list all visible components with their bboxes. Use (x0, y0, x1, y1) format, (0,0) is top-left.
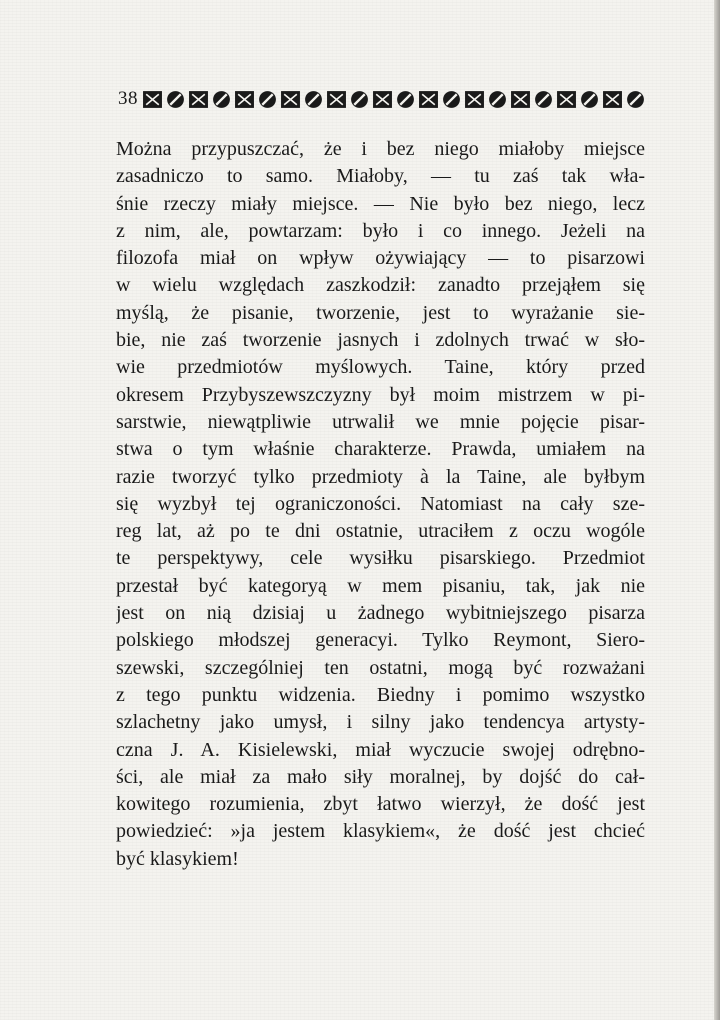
page-edge-shadow (714, 0, 720, 1020)
ornament-block-icon (234, 89, 255, 110)
text-line: ści, ale miał za mało siły moralnej, by dojść do cał- (116, 765, 645, 788)
text-line: być klasykiem! (116, 847, 239, 870)
ornament-block-icon (280, 89, 301, 110)
body-text (116, 136, 645, 873)
ornament-slash-icon (395, 89, 416, 110)
text-line: z nim, ale, powtarzam: było i co innego. Jeżeli na (116, 219, 645, 242)
text-line: sarstwie, niewątpliwie utrwalił we mnie pojęcie pisar- (116, 410, 645, 433)
ornament-block-icon (602, 89, 623, 110)
ornament-block-icon (372, 89, 393, 110)
ornament-slash-icon (303, 89, 324, 110)
ornament-slash-icon (533, 89, 554, 110)
text-line: śnie rzeczy miały miejsce. — Nie było bez niego, lecz (116, 192, 645, 215)
ornament-block-icon (418, 89, 439, 110)
text-line: okresem Przybyszewszczyzny był moim mistrzem w pi- (116, 383, 645, 406)
text-line: polskiego młodszej generacyi. Tylko Reymont, Siero- (116, 629, 645, 652)
page-number: 38 (118, 88, 138, 109)
ornament-slash-icon (625, 89, 646, 110)
text-line: reg lat, aż po te dni ostatnie, utraciłem z oczu wogóle (116, 520, 645, 543)
text-line: powiedzieć: »ja jestem klasykiem«, że dość jest chcieć (116, 820, 645, 843)
text-line: stwa o tym właśnie charakterze. Prawda, umiałem na (116, 438, 645, 461)
ornament-block-icon (142, 89, 163, 110)
ornament-slash-icon (257, 89, 278, 110)
text-line: filozofa miał on wpływ ożywiający — to pisarzowi (116, 247, 645, 270)
text-line: szlachetny jako umysł, i silny jako tendencya artysty- (116, 711, 645, 734)
ornament-slash-icon (349, 89, 370, 110)
text-line: myślą, że pisanie, tworzenie, jest to wyrażanie sie- (116, 301, 645, 324)
text-line: kowitego rozumienia, zbyt łatwo wierzył, że dość jest (116, 793, 645, 816)
text-line: bie, nie zaś tworzenie jasnych i zdolnych trwać w sło- (116, 329, 645, 352)
text-line: zasadniczo to samo. Miałoby, — tu zaś tak wła- (116, 165, 645, 188)
text-line: Można przypuszczać, że i bez niego miałoby miejsce (116, 138, 645, 160)
text-line: jest on nią dzisiaj u żadnego wybitniejszego pisarza (116, 602, 645, 625)
ornament-block-icon (188, 89, 209, 110)
ornament-block-icon (556, 89, 577, 110)
ornament-slash-icon (441, 89, 462, 110)
page-header (118, 86, 643, 112)
ornament-slash-icon (165, 89, 186, 110)
ornament-block-icon (510, 89, 531, 110)
ornament-slash-icon (487, 89, 508, 110)
ornament-block-icon (464, 89, 485, 110)
text-line: razie tworzyć tylko przedmioty à la Taine, ale byłbym (116, 465, 645, 488)
ornament-slash-icon (579, 89, 600, 110)
text-line: wie przedmiotów myślowych. Taine, który przed (116, 356, 645, 379)
ornament-block-icon (326, 89, 347, 110)
ornament-slash-icon (211, 89, 232, 110)
text-line: te perspektywy, cele wysiłku pisarskiego. Przedmiot (116, 547, 645, 570)
text-line: przestał być kategoryą w mem pisaniu, tak, jak nie (116, 574, 645, 597)
text-line: z tego punktu widzenia. Biedny i pomimo wszystko (116, 683, 645, 706)
text-line: w wielu względach zaszkodził: zanadto przejąłem się (116, 274, 645, 297)
text-line: szewski, szczególniej ten ostatni, mogą być rozważani (116, 656, 645, 679)
text-line: czna J. A. Kisielewski, miał wyczucie swojej odrębno- (116, 738, 645, 761)
ornament-band (142, 88, 646, 110)
text-line: się wyzbył tej ograniczoności. Natomiast na cały sze- (116, 492, 645, 515)
